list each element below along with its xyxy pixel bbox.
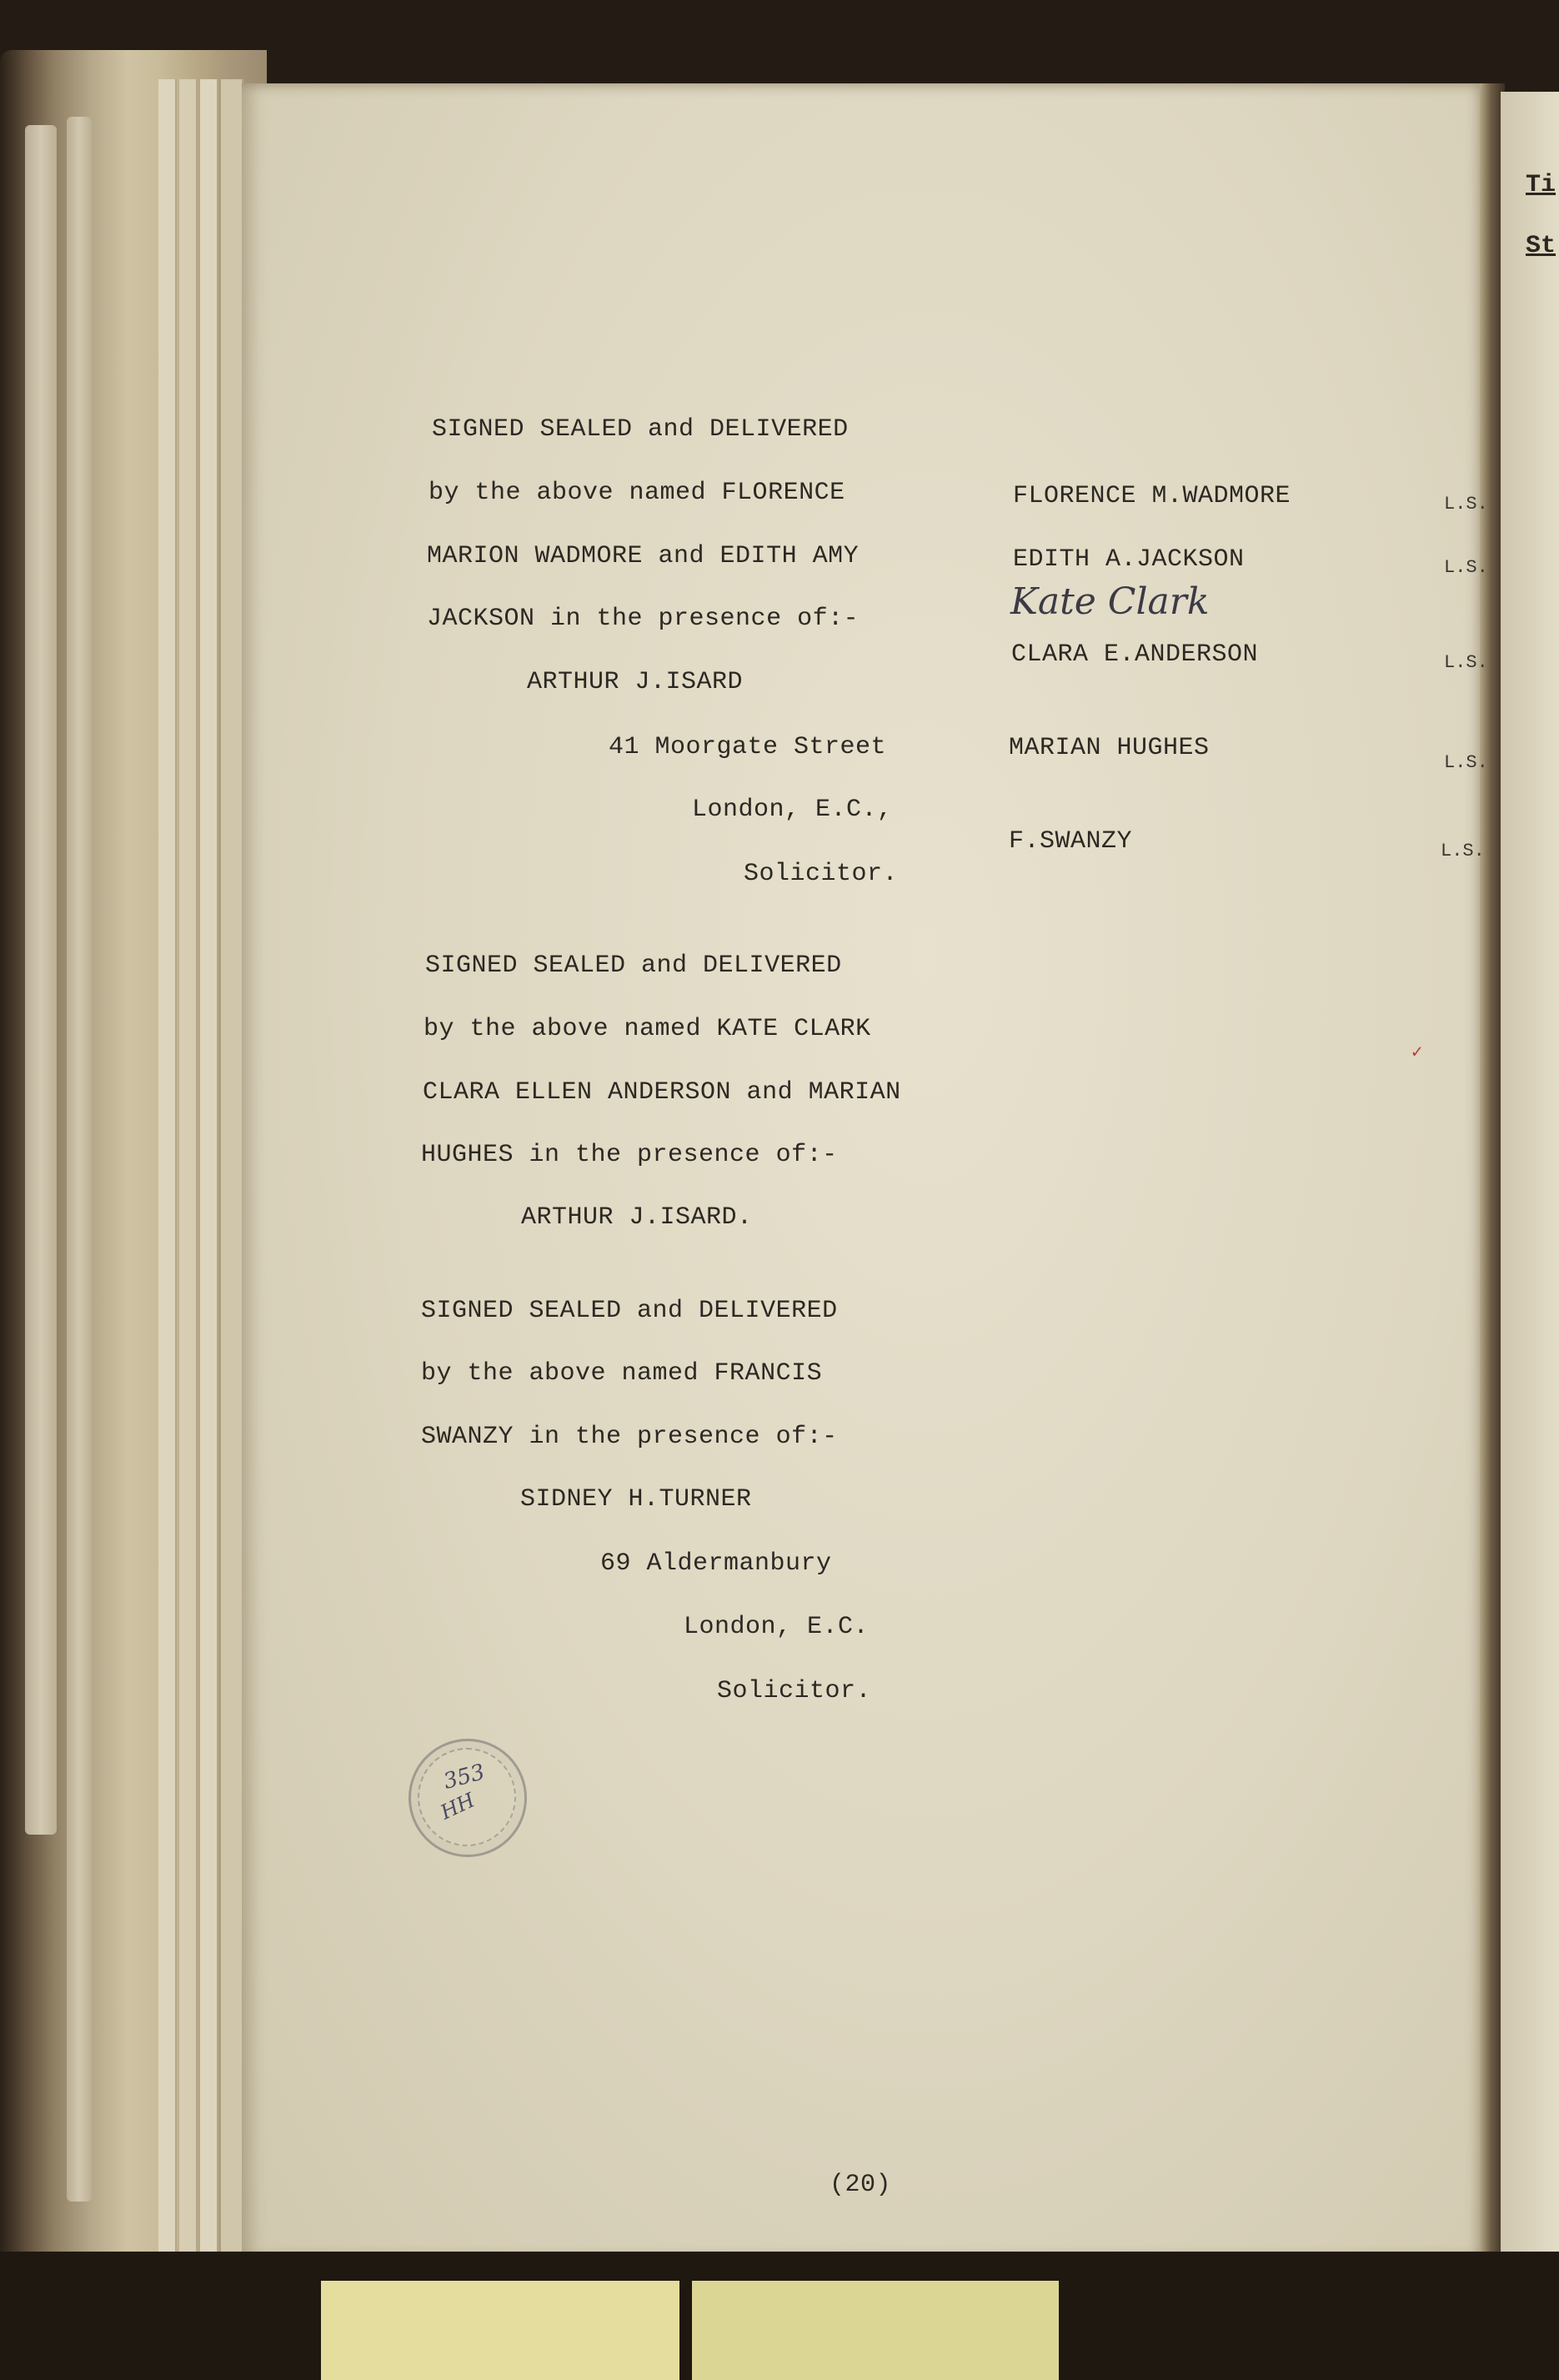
witness-occupation: Solicitor. — [744, 860, 899, 888]
page-edge — [158, 79, 177, 2264]
attestation-line: by the above named KATE CLARK — [424, 1015, 871, 1043]
page-tab-strip — [67, 117, 92, 2202]
page-edge — [200, 79, 218, 2264]
seal-mark: L.S. — [1444, 494, 1488, 515]
seal-mark: L.S. — [1444, 752, 1488, 773]
signatory-name: FLORENCE M.WADMORE — [1013, 482, 1291, 510]
signatory-name: CLARA E.ANDERSON — [1011, 640, 1259, 669]
next-page-edge — [1501, 92, 1559, 2260]
attestation-line: by the above named FRANCIS — [421, 1359, 823, 1388]
attestation-line: by the above named FLORENCE — [429, 479, 845, 507]
witness-address: 69 Aldermanbury — [600, 1549, 832, 1578]
stamp-number: 353 — [440, 1760, 488, 1795]
stamp-initials: HH — [437, 1788, 479, 1825]
handwritten-signature: Kate Clark — [1010, 580, 1210, 623]
page-tab-strip — [25, 125, 57, 1835]
next-page-text: St — [1526, 232, 1556, 260]
witness-occupation: Solicitor. — [717, 1677, 872, 1705]
witness-name: SIDNEY H.TURNER — [520, 1485, 752, 1514]
page-number: (20) — [830, 2171, 892, 2199]
paper-slip — [321, 2281, 679, 2380]
document-page — [242, 83, 1484, 2260]
attestation-line: SIGNED SEALED and DELIVERED — [425, 951, 842, 980]
paper-slip — [692, 2281, 1059, 2380]
attestation-line: SWANZY in the presence of:- — [421, 1423, 838, 1451]
witness-address: London, E.C. — [684, 1613, 870, 1641]
attestation-line: MARION WADMORE and EDITH AMY — [427, 542, 860, 570]
seal-mark: L.S. — [1441, 841, 1485, 861]
attestation-line: CLARA ELLEN ANDERSON and MARIAN — [423, 1078, 901, 1107]
attestation-line: SIGNED SEALED and DELIVERED — [432, 415, 849, 444]
page-edge — [221, 79, 243, 2264]
witness-address: 41 Moorgate Street — [609, 733, 887, 761]
attestation-line: HUGHES in the presence of:- — [421, 1141, 838, 1169]
seal-mark: L.S. — [1444, 652, 1488, 673]
witness-address: London, E.C., — [692, 796, 893, 824]
witness-name: ARTHUR J.ISARD. — [521, 1203, 753, 1232]
witness-name: ARTHUR J.ISARD — [527, 668, 744, 696]
signatory-name: F.SWANZY — [1009, 827, 1133, 856]
attestation-line: JACKSON in the presence of:- — [427, 605, 860, 633]
attestation-line: SIGNED SEALED and DELIVERED — [421, 1297, 838, 1325]
signatory-name: MARIAN HUGHES — [1009, 734, 1210, 762]
red-ink-mark: ✓ — [1411, 1042, 1423, 1063]
next-page-text: Ti — [1526, 171, 1556, 199]
signatory-name: EDITH A.JACKSON — [1013, 545, 1245, 574]
seal-mark: L.S. — [1444, 557, 1488, 578]
page-edge — [179, 79, 198, 2264]
